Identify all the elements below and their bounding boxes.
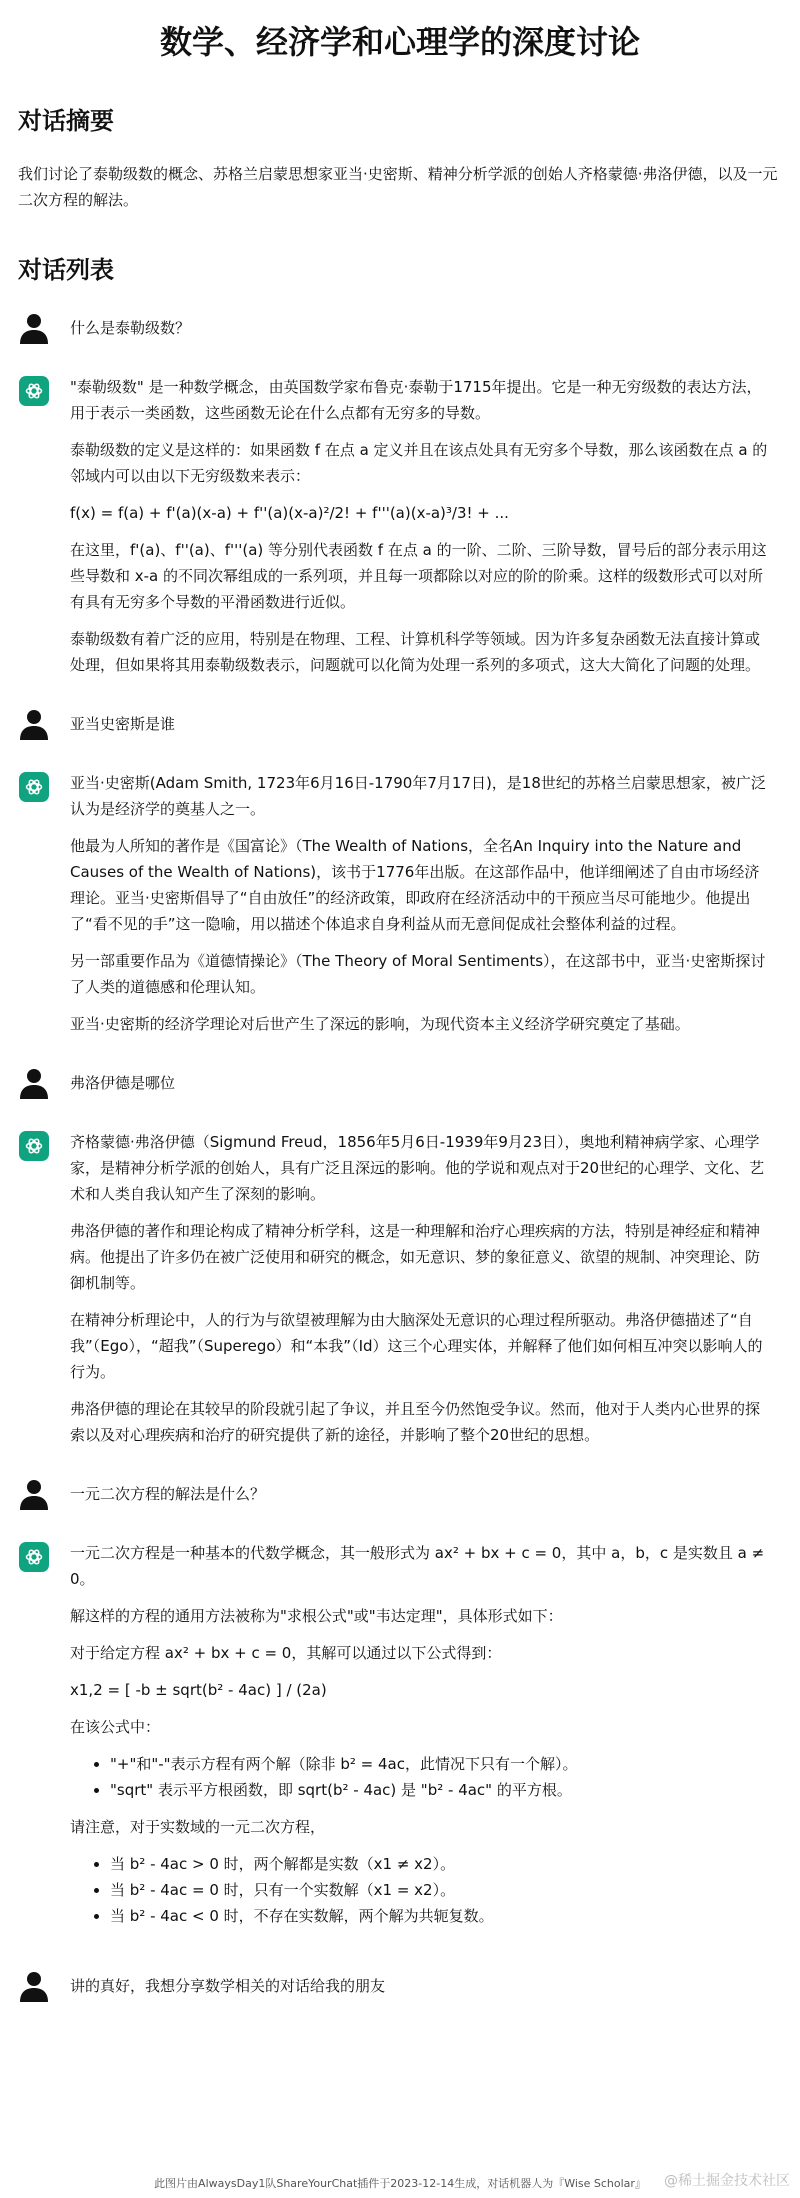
- list-item: • 当 b² - 4ac = 0 时，只有一个实数解（x1 = x2）。: [110, 1877, 772, 1903]
- list-item: • "+"和"-"表示方程有两个解（除非 b² = 4ac，此情况下只有一个解）。: [110, 1751, 772, 1777]
- assistant-paragraph: 亚当·史密斯(Adam Smith, 1723年6月16日-1790年7月17日)，是18世纪的苏格兰启蒙思想家，被广泛认为是经济学的奠基人之一。: [70, 774, 766, 818]
- assistant-paragraph: 另一部重要作品为《道德情操论》（The Theory of Moral Sentiments），在这部书中，亚当·史密斯探讨了人类的道德感和伦理认知。: [70, 952, 766, 996]
- user-person-icon: [18, 312, 50, 344]
- user-message: [18, 1478, 782, 1510]
- user-person-icon: [18, 1478, 50, 1510]
- bullet-list: [70, 1851, 772, 1929]
- footer-note: 此图片由AlwaysDay1队ShareYourChat插件于2023-12-14生成，对话机器人为『Wise Scholar』: [154, 2177, 646, 2190]
- user-person-icon: [18, 708, 50, 740]
- chatgpt-logo-icon: [19, 772, 49, 802]
- user-message-text: 一元二次方程的解法是什么？: [70, 1485, 266, 1503]
- assistant-paragraph: 一元二次方程是一种基本的代数学概念，其一般形式为 ax² + bx + c = 0，其中 a，b，c 是实数且 a ≠ 0。: [70, 1544, 765, 1588]
- user-message-text: 亚当史密斯是谁: [70, 715, 176, 733]
- assistant-formula: f(x) = f(a) + f'(a)(x-a) + f''(a)(x-a)²/2! + f'''(a)(x-a)³/3! + ...: [70, 504, 509, 522]
- assistant-message: [18, 1540, 782, 1929]
- assistant-paragraph: 他最为人所知的著作是《国富论》（The Wealth of Nations，全名An Inquiry into the Nature and Causes of the Wealth of Nations)，该书于1776年出版。在这部作品中，他详细阐述了自由市场经济理论。亚当·史密斯倡导了“自由放任”的经济政策，即政府在经济活动中的干预应当尽可能地少。他提出了“看不见的手”这一隐喻，用以描述个体追求自身利益从而无意间促成社会整体利益的过程。: [70, 837, 760, 933]
- assistant-paragraph: 齐格蒙德·弗洛伊德（Sigmund Freud，1856年5月6日-1939年9月23日），奥地利精神病学家、心理学家，是精神分析学派的创始人，具有广泛且深远的影响。他的学说和观点对于20世纪的心理学、文化、艺术和人类自我认知产生了深刻的影响。: [70, 1133, 765, 1203]
- user-message: [18, 708, 782, 740]
- assistant-paragraph: 弗洛伊德的著作和理论构成了精神分析学科，这是一种理解和治疗心理疾病的方法，特别是神经症和精神病。他提出了许多仍在被广泛使用和研究的概念，如无意识、梦的象征意义、欲望的规制、冲突理论、防御机制等。: [70, 1222, 761, 1292]
- assistant-paragraph: 泰勒级数的定义是这样的：如果函数 f 在点 a 定义并且在该点处具有无穷多个导数，那么该函数在点 a 的邻域内可以由以下无穷级数来表示：: [70, 441, 768, 485]
- assistant-paragraph: 请注意，对于实数域的一元二次方程，: [70, 1818, 326, 1836]
- user-message: [18, 312, 782, 344]
- conversation: [18, 312, 782, 2002]
- summary-text: 我们讨论了泰勒级数的概念、苏格兰启蒙思想家亚当·史密斯、精神分析学派的创始人齐格蒙德·弗洛伊德，以及一元二次方程的解法。: [18, 165, 778, 209]
- chatgpt-logo-icon: [19, 1131, 49, 1161]
- list-item: • 当 b² - 4ac > 0 时，两个解都是实数（x1 ≠ x2）。: [110, 1851, 772, 1877]
- user-person-icon: [18, 1067, 50, 1099]
- user-message-text: 弗洛伊德是哪位: [70, 1074, 176, 1092]
- assistant-paragraph: 在精神分析理论中，人的行为与欲望被理解为由大脑深处无意识的心理过程所驱动。弗洛伊德描述了“自我”（Ego），“超我”（Superego）和“本我”（Id）这三个心理实体，并解释了他们如何相互冲突以影响人的行为。: [70, 1311, 763, 1381]
- conversation-list-heading: 对话列表: [18, 256, 114, 284]
- assistant-paragraph: 解这样的方程的通用方法被称为"求根公式"或"韦达定理"，具体形式如下：: [70, 1607, 563, 1625]
- user-person-icon: [18, 1970, 50, 2002]
- page-title: 数学、经济学和心理学的深度讨论: [159, 23, 640, 61]
- user-message: [18, 1067, 782, 1099]
- list-item: • "sqrt" 表示平方根函数，即 sqrt(b² - 4ac) 是 "b² - 4ac" 的平方根。: [110, 1777, 772, 1803]
- assistant-paragraph: 弗洛伊德的理论在其较早的阶段就引起了争议，并且至今仍然饱受争议。然而，他对于人类内心世界的探索以及对心理疾病和治疗的研究提供了新的途径，并影响了整个20世纪的思想。: [70, 1400, 761, 1444]
- user-message: [18, 1970, 782, 2002]
- assistant-message: [18, 770, 782, 1037]
- list-item: • 当 b² - 4ac < 0 时，不存在实数解，两个解为共轭复数。: [110, 1903, 772, 1929]
- chatgpt-logo-icon: [19, 1542, 49, 1572]
- assistant-paragraph: 在这里，f'(a)、f''(a)、f'''(a) 等分别代表函数 f 在点 a 的一阶、二阶、三阶导数，冒号后的部分表示用这些导数和 x-a 的不同次幂组成的一系列项，并且每一项都除以对应的阶的阶乘。这样的级数形式可以对所有具有无穷多个导数的平滑函数进行近似。: [70, 541, 767, 611]
- user-message-text: 讲的真好，我想分享数学相关的对话给我的朋友: [70, 1977, 386, 1995]
- assistant-message: [18, 1129, 782, 1448]
- watermark: @稀土掘金技术社区: [664, 2173, 790, 2189]
- assistant-paragraph: 对于给定方程 ax² + bx + c = 0，其解可以通过以下公式得到：: [70, 1644, 502, 1662]
- assistant-paragraph: "泰勒级数" 是一种数学概念，由英国数学家布鲁克·泰勒于1715年提出。它是一种无穷级数的表达方法，用于表示一类函数，这些函数无论在什么点都有无穷多的导数。: [70, 378, 762, 422]
- summary-heading: 对话摘要: [18, 107, 114, 135]
- user-message-text: 什么是泰勒级数？: [70, 319, 191, 337]
- assistant-paragraph: 亚当·史密斯的经济学理论对后世产生了深远的影响，为现代资本主义经济学研究奠定了基础。: [70, 1015, 690, 1033]
- bullet-list: [70, 1751, 772, 1803]
- assistant-paragraph: 在该公式中：: [70, 1718, 161, 1736]
- chatgpt-logo-icon: [19, 376, 49, 406]
- assistant-formula: x1,2 = [ -b ± sqrt(b² - 4ac) ] / (2a): [70, 1681, 327, 1699]
- assistant-message: [18, 374, 782, 678]
- assistant-paragraph: 泰勒级数有着广泛的应用，特别是在物理、工程、计算机科学等领域。因为许多复杂函数无法直接计算或处理，但如果将其用泰勒级数表示，问题就可以化简为处理一系列的多项式，这大大简化了问题的处理。: [70, 630, 761, 674]
